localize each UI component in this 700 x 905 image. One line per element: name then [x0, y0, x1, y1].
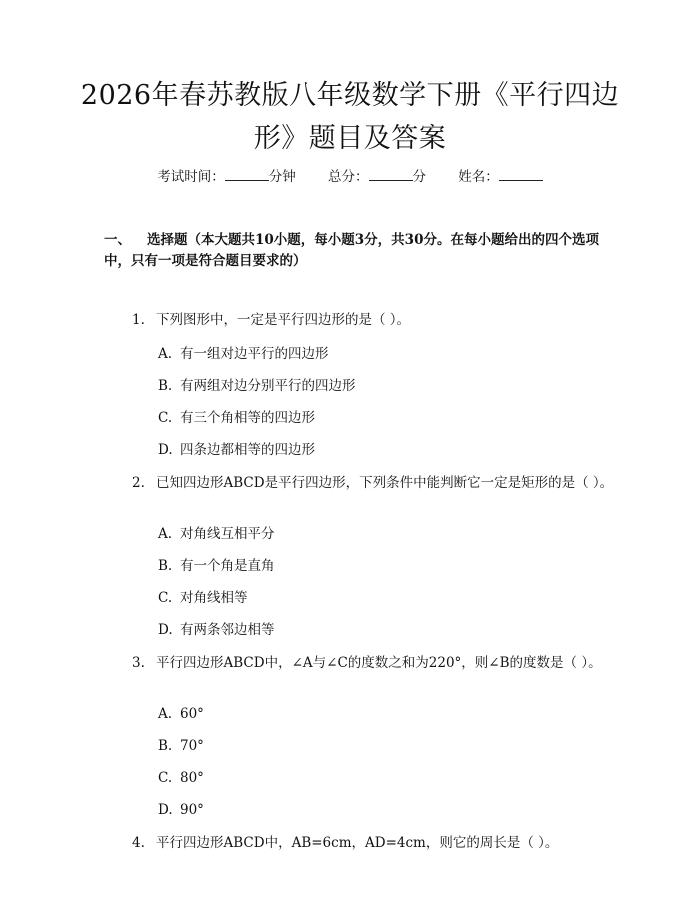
- student-name: [458, 167, 543, 187]
- option-2d: [158, 620, 616, 640]
- question-number: 3.: [132, 655, 145, 671]
- section-heading: [104, 230, 616, 272]
- option-label: A.: [158, 706, 173, 722]
- title-line-1: 2026年春苏教版八年级数学下册《平行四边: [80, 80, 620, 111]
- option-3d: [158, 800, 616, 820]
- section-number: 一、: [104, 232, 131, 248]
- option-label: D.: [158, 802, 173, 818]
- option-text: 60°: [180, 706, 204, 722]
- option-text: 有三个角相等的四边形: [180, 410, 315, 426]
- section-text: 选择题（本大题共10小题，每小题3分，共30分。在每小题给出的四个选项中，只有一项是符合题目要求的）: [104, 232, 599, 269]
- option-1c: [158, 408, 616, 428]
- option-2b: [158, 556, 616, 576]
- option-text: 对角线相等: [180, 590, 248, 606]
- option-3c: [158, 768, 616, 788]
- question-3: [104, 653, 616, 674]
- option-text: 80°: [180, 770, 204, 786]
- option-text: 有一组对边平行的四边形: [180, 346, 329, 362]
- option-1b: [158, 376, 616, 396]
- option-1d: [158, 440, 616, 460]
- option-text: 四条边都相等的四边形: [180, 442, 315, 458]
- exam-time: [157, 167, 296, 187]
- question-1: [104, 310, 616, 331]
- student-name-blank: [499, 168, 543, 181]
- option-3b: [158, 736, 616, 756]
- question-2: [104, 473, 616, 494]
- question-number: 2.: [132, 475, 145, 491]
- question-text: 已知四边形ABCD是平行四边形，下列条件中能判断它一定是矩形的是（ ）。: [156, 475, 614, 491]
- option-label: D.: [158, 622, 173, 638]
- option-label: C.: [158, 590, 173, 606]
- option-text: 70°: [180, 738, 204, 754]
- document-title: [60, 74, 640, 160]
- title-line-2: 形》题目及答案: [253, 123, 447, 154]
- student-name-label: 姓名：: [458, 169, 499, 185]
- option-text: 有两条邻边相等: [180, 622, 275, 638]
- option-2a: [158, 524, 616, 544]
- question-text: 下列图形中，一定是平行四边形的是（ ）。: [156, 312, 411, 328]
- option-label: B.: [158, 738, 173, 754]
- option-text: 有一个角是直角: [180, 558, 275, 574]
- question-number: 1.: [132, 312, 145, 328]
- question-number: 4.: [132, 835, 145, 851]
- total-score: [328, 167, 426, 187]
- option-label: C.: [158, 770, 173, 786]
- option-3a: [158, 704, 616, 724]
- option-2c: [158, 588, 616, 608]
- question-text: 平行四边形ABCD中，AB=6cm，AD=4cm，则它的周长是（ ）。: [156, 835, 559, 851]
- option-label: C.: [158, 410, 173, 426]
- exam-info-bar: [0, 167, 700, 187]
- total-score-blank: [369, 168, 413, 181]
- option-label: B.: [158, 558, 173, 574]
- exam-time-blank: [225, 168, 269, 181]
- total-score-label: 总分：: [328, 169, 369, 185]
- option-text: 对角线互相平分: [180, 526, 275, 542]
- option-1a: [158, 344, 616, 364]
- exam-time-label: 考试时间：: [157, 169, 225, 185]
- option-label: D.: [158, 442, 173, 458]
- option-label: B.: [158, 378, 173, 394]
- option-label: A.: [158, 346, 173, 362]
- question-4: [104, 833, 616, 854]
- exam-time-unit: 分钟: [268, 169, 296, 185]
- question-text: 平行四边形ABCD中，∠A与∠C的度数之和为220°，则∠B的度数是（ ）。: [156, 655, 602, 671]
- option-text: 90°: [180, 802, 204, 818]
- option-text: 有两组对边分别平行的四边形: [180, 378, 356, 394]
- total-score-unit: 分: [412, 169, 426, 185]
- option-label: A.: [158, 526, 173, 542]
